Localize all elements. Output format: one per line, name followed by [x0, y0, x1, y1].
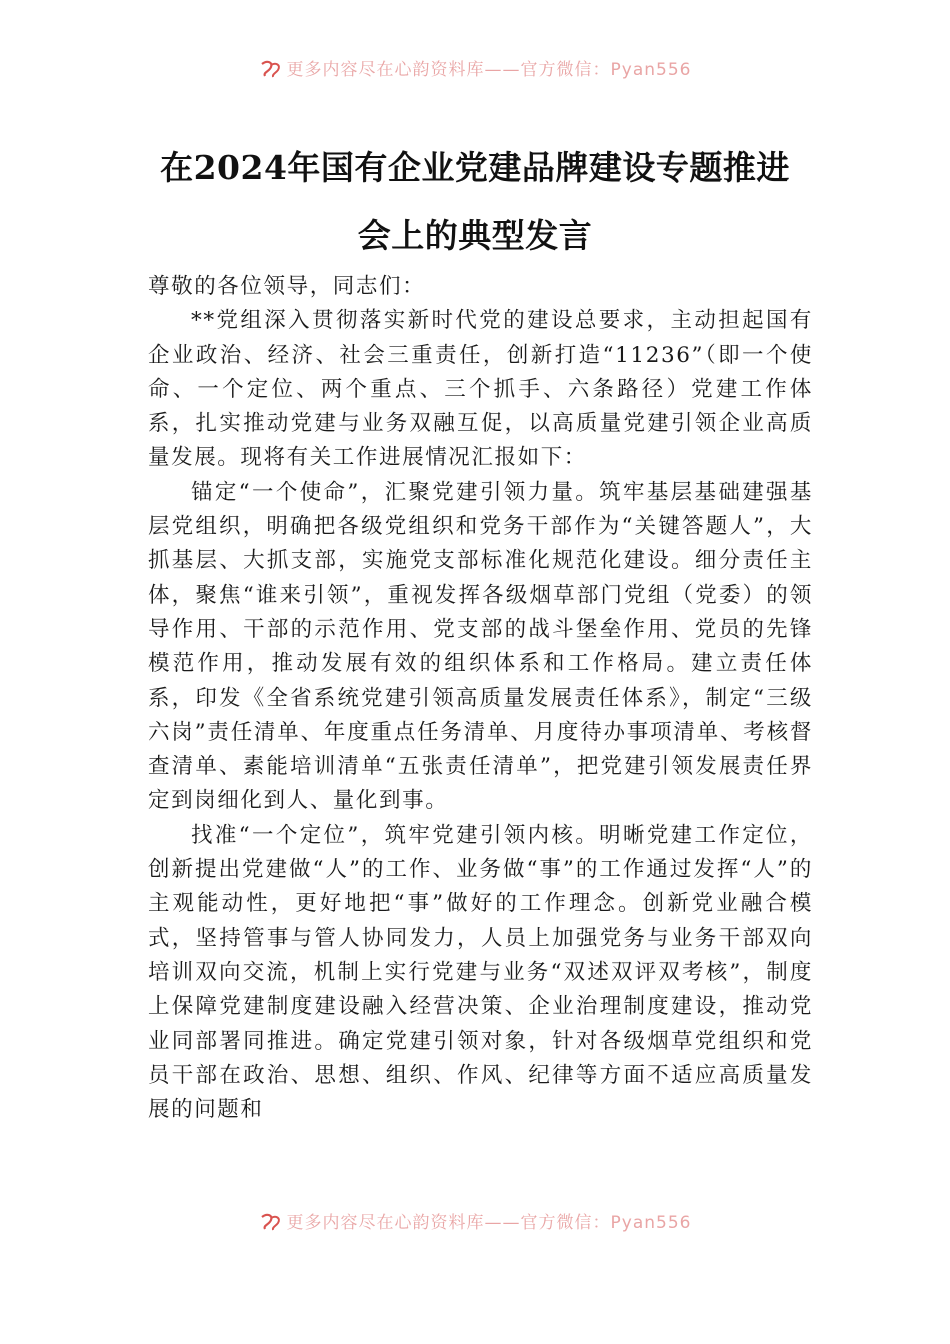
document-title-line-1: 在2024年国有企业党建品牌建设专题推进: [160, 148, 790, 187]
paragraph: 锚定“一个使命”，汇聚党建引领力量。筑牢基层基础建强基层党组织，明确把各级党组织和党务干部作为“关键答题人”，大抓基层、大抓支部，实施党支部标准化规范化建设。细分责任主体，聚焦“谁来引领”，重视发挥各级烟草部门党组（党委）的领导作用、干部的示范作用、党支部的战斗堡垒作用、党员的先锋模范作用，推动发展有效的组织体系和工作格局。建立责任体系，印发《全省系统党建引领高质量发展责任体系》，制定“三级六岗”责任清单、年度重点任务清单、月度待办事项清单、考核督查清单、素能培训清单“五张责任清单”，把党建引领发展责任界定到岗细化到人、量化到事。: [148, 479, 813, 814]
document-body: [148, 270, 813, 1127]
paragraph: **党组深入贯彻落实新时代党的建设总要求，主动担起国有企业政治、经济、社会三重责任，创新打造“11236”（即一个使命、一个定位、两个重点、三个抓手、六条路径）党建工作体系，扎实推动党建与业务双融互促，以高质量党建引领企业高质量发展。现将有关工作进展情况汇报如下：: [148, 308, 813, 471]
watermark-bottom: [0, 1211, 950, 1235]
watermark-text: 更多内容尽在心韵资料库——官方微信：Pyan556: [286, 1213, 692, 1233]
document-title-line-2: 会上的典型发言: [357, 216, 593, 255]
watermark-logo-icon: [259, 60, 283, 78]
watermark-top: [0, 58, 950, 82]
salutation: 尊敬的各位领导，同志们：: [148, 274, 426, 299]
watermark-text: 更多内容尽在心韵资料库——官方微信：Pyan556: [286, 60, 692, 80]
paragraph: 找准“一个定位”，筑牢党建引领内核。明晰党建工作定位，创新提出党建做“人”的工作、业务做“事”的工作通过发挥“人”的主观能动性，更好地把“事”做好的工作理念。创新党业融合模式，坚持管事与管人协同发力，人员上加强党务与业务干部双向培训双向交流，机制上实行党建与业务“双述双评双考核”，制度上保障党建制度建设融入经营决策、企业治理制度建设，推动党业同部署同推进。确定党建引领对象，针对各级烟草党组织和党员干部在政治、思想、组织、作风、纪律等方面不适应高质量发展的问题和: [148, 822, 813, 1123]
watermark-logo-icon: [259, 1213, 283, 1231]
